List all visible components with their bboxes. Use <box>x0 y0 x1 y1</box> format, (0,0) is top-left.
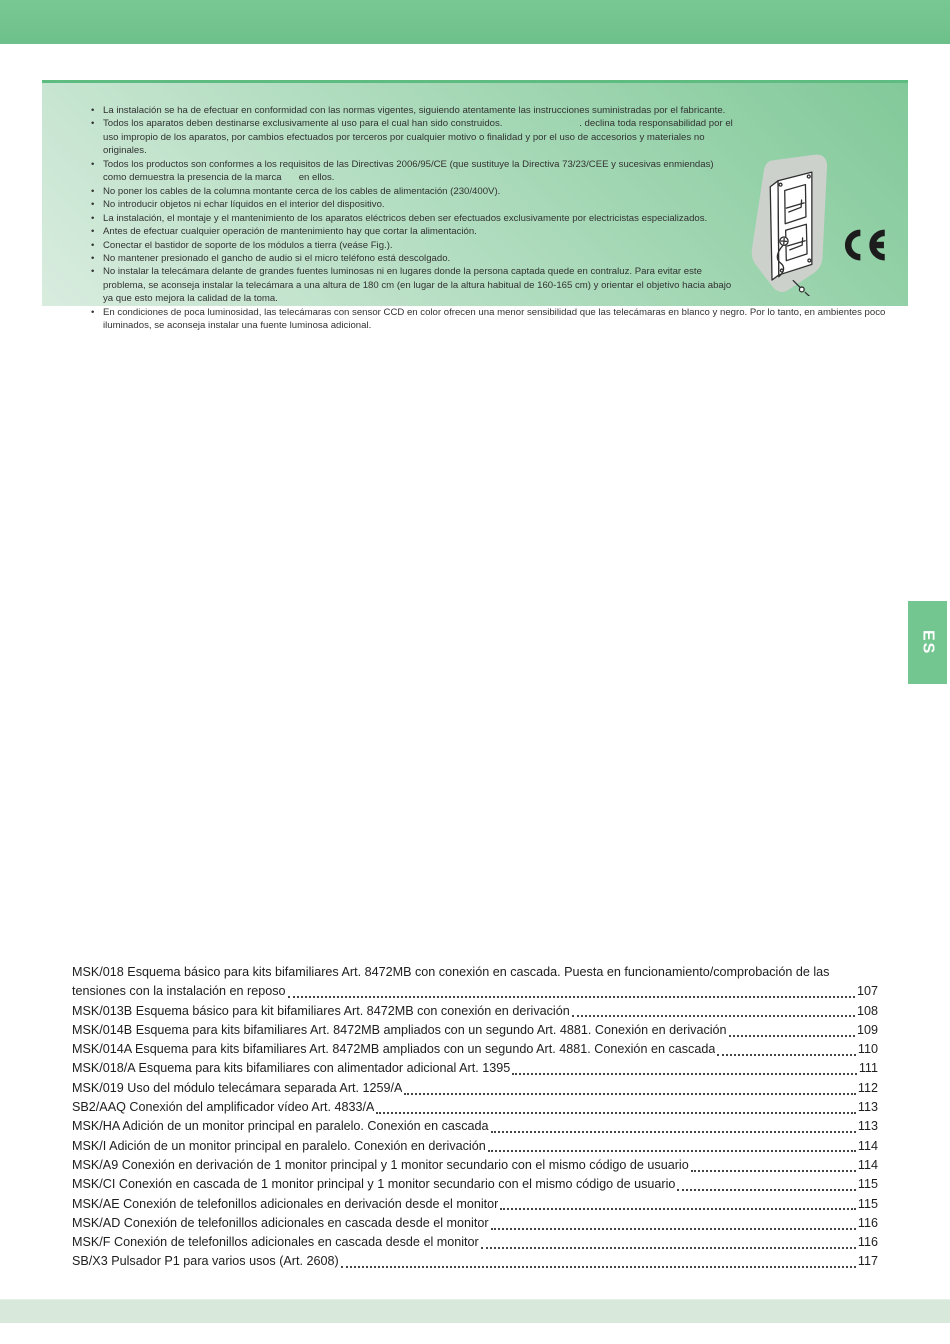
toc-entry-title: MSK/019 Uso del módulo telecámara separada Art. 1259/A <box>72 1080 403 1095</box>
toc-entry-title: MSK/CI Conexión en cascada de 1 monitor principal y 1 monitor secundario con el mismo código de usuario <box>72 1177 676 1192</box>
language-tab-es <box>908 601 947 684</box>
toc <box>72 963 878 1272</box>
notice-bullet: • No mantener presionado el gancho de audio si el micro teléfono está descolgado. <box>90 252 888 265</box>
toc-entry-row <box>72 1059 878 1078</box>
toc-page-number: 115 <box>857 1177 878 1192</box>
toc-leader-dots <box>488 1150 856 1152</box>
toc-page-number: 116 <box>857 1215 878 1230</box>
notice-bullet: • Todos los aparatos deben destinarse exclusivamente al uso para el cual han sido construidos. . declina toda responsabilidad por el uso impropio de los aparatos, por cambios efectuados por terceros por cualquier motivo o finalidad y por el uso de accesorios y materiales no originales. <box>90 117 888 157</box>
toc-entry-row <box>72 1021 878 1040</box>
toc-leader-dots <box>481 1247 856 1249</box>
toc-page-number: 110 <box>857 1042 878 1057</box>
toc-entry-title: MSK/HA Adición de un monitor principal en paralelo. Conexión en cascada <box>72 1119 489 1134</box>
toc-entry <box>72 1214 878 1233</box>
toc-entry-row <box>72 1214 878 1233</box>
toc-entry <box>72 1195 878 1214</box>
toc-entry <box>72 1021 878 1040</box>
toc-entry <box>72 963 878 1002</box>
toc-entry-title: MSK/A9 Conexión en derivación de 1 monitor principal y 1 monitor secundario con el mismo código de usuario <box>72 1157 689 1172</box>
top-green-band <box>0 0 950 44</box>
notice-bullet: • Conectar el bastidor de soporte de los módulos a tierra (veáse Fig.). <box>90 239 888 252</box>
toc-entry-row <box>72 1079 878 1098</box>
toc-page-number: 113 <box>857 1100 878 1115</box>
notice-bullet-list <box>90 104 888 333</box>
toc-leader-dots <box>288 996 855 998</box>
toc-page-number: 109 <box>856 1022 878 1037</box>
toc-entry <box>72 1098 878 1117</box>
toc-entry <box>72 1137 878 1156</box>
toc-entry-row <box>72 1098 878 1117</box>
toc-leader-dots <box>677 1189 856 1191</box>
toc-page-number: 114 <box>857 1157 878 1172</box>
toc-leader-dots <box>512 1073 857 1075</box>
toc-entry <box>72 1079 878 1098</box>
toc-entry-row <box>72 1156 878 1175</box>
notice-bullet: • No poner los cables de la columna montante cerca de los cables de alimentación (230/400V). <box>90 185 888 198</box>
toc-entry-row <box>72 1233 878 1252</box>
toc-entry <box>72 1117 878 1136</box>
notice-bullet: • En condiciones de poca luminosidad, las telecámaras con sensor CCD en color ofrecen una menor sensibilidad que las telecámaras en blanco y negro. Por lo tanto, en ambientes poco iluminados, se aconseja instalar una fuente luminosa adicional. <box>90 306 888 333</box>
toc-entry-title: MSK/AE Conexión de telefonillos adicionales en derivación desde el monitor <box>72 1196 499 1211</box>
toc-entry-title: MSK/I Adición de un monitor principal en paralelo. Conexión en derivación <box>72 1138 486 1153</box>
toc-leader-dots <box>572 1015 855 1017</box>
notice-bullet: • No instalar la telecámara delante de grandes fuentes luminosas ni en lugares donde la persona captada quede en contraluz. Para evitar este problema, se aconseja instalar la telecámara a una altura de 180 cm (en lugar de la altura habitual de 160-165 cm) y orientar el objetivo hacia abajo ya que esto mejora la calidad de la toma. <box>90 265 888 305</box>
toc-leader-dots <box>404 1093 855 1095</box>
toc-page-number: 116 <box>857 1235 878 1250</box>
toc-entry-title: SB/X3 Pulsador P1 para varios usos (Art. 2608) <box>72 1254 339 1269</box>
toc-leader-dots <box>491 1131 856 1133</box>
toc-entry-row <box>72 1137 878 1156</box>
notice-bullet: • No introducir objetos ni echar líquidos en el interior del dispositivo. <box>90 198 888 211</box>
toc-entry-title: MSK/014B Esquema para kits bifamiliares Art. 8472MB ampliados con un segundo Art. 4881. Conexión en derivación <box>72 1022 727 1037</box>
notice-bullet: • Antes de efectuar cualquier operación de mantenimiento hay que cortar la alimentación. <box>90 225 888 238</box>
toc-entry-title: MSK/AD Conexión de telefonillos adicionales en cascada desde el monitor <box>72 1215 489 1230</box>
toc-entry <box>72 1040 878 1059</box>
toc-entry-row <box>72 1195 878 1214</box>
toc-entry-row <box>72 1002 878 1021</box>
toc-entry-row <box>72 1040 878 1059</box>
toc-leader-dots <box>500 1208 856 1210</box>
toc-page-number: 115 <box>857 1196 878 1211</box>
toc-entry-title: MSK/F Conexión de telefonillos adicionales en cascada desde el monitor <box>72 1235 479 1250</box>
notice-bullet: • La instalación se ha de efectuar en conformidad con las normas vigentes, siguiendo atentamente las instrucciones suministradas por el fabricante. <box>90 104 888 117</box>
toc-entry-row <box>72 1252 878 1271</box>
toc-entry <box>72 1252 878 1271</box>
toc-entry <box>72 1156 878 1175</box>
toc-leader-dots <box>717 1054 856 1056</box>
toc-entry-title: SB2/AAQ Conexión del amplificador vídeo Art. 4833/A <box>72 1100 375 1115</box>
toc-page-number: 117 <box>857 1254 878 1269</box>
toc-entry <box>72 1175 878 1194</box>
toc-entry-title: tensiones con la instalación en reposo <box>72 984 286 999</box>
toc-entry <box>72 1233 878 1252</box>
toc-entry-row <box>72 1175 878 1194</box>
toc-entry-title: MSK/014A Esquema para kits bifamiliares Art. 8472MB ampliados con un segundo Art. 4881. Conexión en cascada <box>72 1042 716 1057</box>
toc-entry-row <box>72 1117 878 1136</box>
language-tab-label: ES <box>919 629 937 656</box>
safety-notice-box <box>42 80 908 332</box>
footer-green-band <box>0 1299 950 1323</box>
toc-entry <box>72 1059 878 1078</box>
toc-entry-title-line: MSK/018 Esquema básico para kits bifamiliares Art. 8472MB con conexión en cascada. Puesta en funcionamiento/comprobación de las <box>72 965 830 979</box>
toc-entry-title: MSK/018/A Esquema para kits bifamiliares con alimentador adicional Art. 1395 <box>72 1061 511 1076</box>
toc-page-number: 113 <box>857 1119 878 1134</box>
toc-entry <box>72 1002 878 1021</box>
toc-page-number: 107 <box>856 984 878 999</box>
notice-bullet: • Todos los productos son conformes a los requisitos de las Directivas 2006/95/CE (que sustituye la Directiva 73/23/CEE y sucesivas enmiendas) como demuestra la presencia de la marca en ellos. <box>90 158 888 185</box>
toc-page-number: 114 <box>857 1138 878 1153</box>
toc-entry-row <box>72 982 878 1001</box>
toc-leader-dots <box>341 1266 856 1268</box>
toc-leader-dots <box>691 1170 856 1172</box>
toc-page-number: 112 <box>857 1080 878 1095</box>
toc-entry-title: MSK/013B Esquema básico para kit bifamiliares Art. 8472MB con conexión en derivación <box>72 1003 570 1018</box>
toc-leader-dots <box>376 1112 856 1114</box>
toc-leader-dots <box>729 1035 855 1037</box>
toc-leader-dots <box>491 1228 856 1230</box>
notice-bullet: • La instalación, el montaje y el mantenimiento de los aparatos eléctricos deben ser efectuados exclusivamente por electricistas especializados. <box>90 212 888 225</box>
toc-page-number: 111 <box>858 1061 878 1076</box>
toc-page-number: 108 <box>856 1003 878 1018</box>
